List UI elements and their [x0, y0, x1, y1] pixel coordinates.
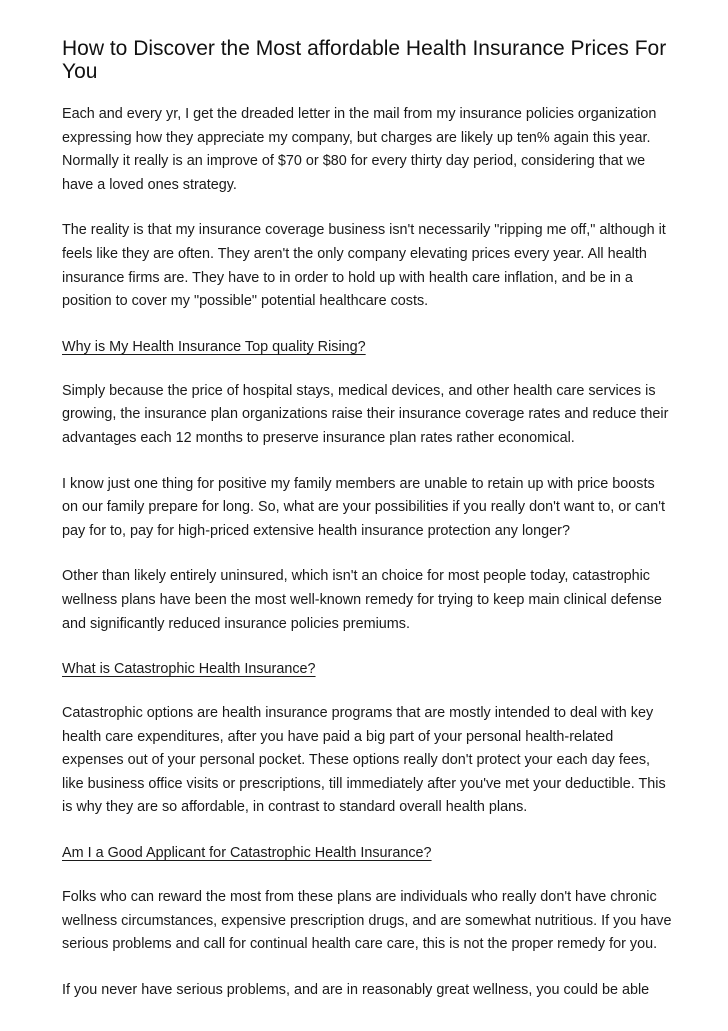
section-heading-text: What is Catastrophic Health Insurance?: [62, 661, 316, 678]
paragraph: Simply because the price of hospital stays, medical devices, and other health care services is growing, the insurance plan organizations raise their insurance coverage rates and reduce their advantages each 12 months to preserve insurance plan rates rather economical.: [62, 382, 669, 446]
section-heading: [62, 842, 674, 864]
section-heading: [62, 336, 674, 358]
paragraph: The reality is that my insurance coverage business isn't necessarily "ripping me off," although it feels like they are often. They aren't the only company elevating prices every year. All health insurance firms are. They have to in order to hold up with health care inflation, and be in a position to cover my "possible" potential healthcare costs.: [62, 222, 666, 310]
section-heading: [62, 658, 674, 680]
document-page: [62, 37, 674, 1024]
paragraph: I know just one thing for positive my family members are unable to retain up with price boosts on our family prepare for long. So, what are your possibilities if you really don't want to, or can't pay for to, pay for high-priced extensive health insurance protection any longer?: [62, 475, 666, 539]
paragraph: Catastrophic options are health insurance programs that are mostly intended to deal with key health care expenditures, after you have paid a big part of your personal health-related expenses out of your personal pocket. These options really don't protect your each day fees, like business office visits or prescriptions, till immediately after you've met your deductible. This is why they are so affordable, in contrast to standard overall health plans.: [62, 705, 666, 816]
paragraph: If you never have serious problems, and are in reasonably great wellness, you could be able: [62, 981, 650, 998]
paragraph: Other than likely entirely uninsured, which isn't an choice for most people today, catastrophic wellness plans have been the most well-known remedy for trying to keep main clinical defense and significantly reduced insurance policies premiums.: [62, 568, 662, 632]
paragraph: Each and every yr, I get the dreaded letter in the mail from my insurance policies organization expressing how they appreciate my company, but charges are likely up ten% again this year. Normally it really is an improve of $70 or $80 for every thirty day period, considering that we have a loved ones strategy.: [62, 106, 657, 193]
section-heading-text: Am I a Good Applicant for Catastrophic Health Insurance?: [62, 845, 432, 862]
section-heading-text: Why is My Health Insurance Top quality Rising?: [62, 338, 366, 355]
document-title: How to Discover the Most affordable Health Insurance Prices For You: [62, 37, 667, 83]
paragraph: Folks who can reward the most from these plans are individuals who really don't have chronic wellness circumstances, expensive prescription drugs, and are somewhat nutritious. If you have serious problems and call for continual health care care, this is not the proper remedy for you.: [62, 889, 672, 953]
